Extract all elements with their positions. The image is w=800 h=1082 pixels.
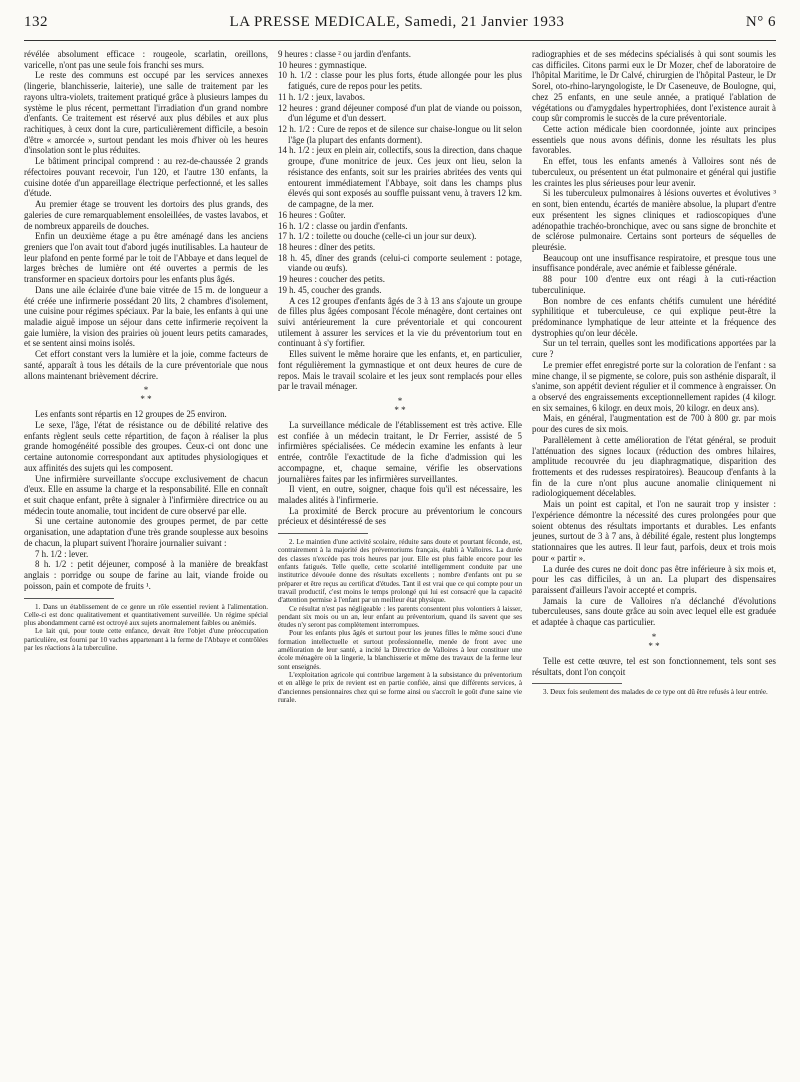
journal-title: LA PRESSE MEDICALE, Samedi, 21 Janvier 1933 bbox=[229, 14, 565, 30]
paragraph: Le reste des communs est occupé par les services annexes (lingerie, blanchisserie, laiterie), une salle de traitement par les rayons ultra-violets, traitement pratiqué grâce à plusieurs lampes du système le plus récent, permettant l'irradiation d'un grand nombre d'enfants. Ce traitement est réservé aux plus débiles et aux plus rachitiques, à ceux dont la cure, particulièrement difficile, a besoin d'être « amorcée », surtout pendant les mois d'hiver où les heures d'insolation sont le plus réduites. bbox=[24, 70, 268, 156]
footnote: Le lait qui, pour toute cette enfance, devait être l'objet d'une préoccupation particulière, est fourni par 10 vaches appartenant à la ferme de l'Abbaye et contrôlées par les réactions à la tuberculine. bbox=[24, 627, 268, 652]
section-divider: * * * bbox=[394, 396, 406, 415]
paragraph: Jamais la cure de Valloires n'a déclanché d'évolutions tuberculeuses, sans doute grâce au soin avec lequel elle est graduée et adaptée à chaque cas particulier. bbox=[532, 595, 776, 628]
footnote: L'exploitation agricole qui contribue largement à la subsistance du préventorium et en allège le prix de revient est en partie confiée, ainsi que différents services, à d'anciennes pensionnaires chez qui se forme ainsi ou s'accroît le goût d'une saine vie rurale. bbox=[278, 670, 522, 704]
schedule-item: 18 h. 45, dîner des grands (celui-ci comporte seulement : potage, viande ou œufs). bbox=[278, 252, 522, 274]
paragraph: révélée absolument efficace : rougeole, scarlatin, oreillons, varicelle, n'ont pas une seule fois franchi ses murs. bbox=[24, 49, 268, 70]
paragraph: La proximité de Berck procure au préventorium le concours précieux et désintéressé de ses bbox=[278, 505, 522, 527]
schedule-item: 16 h. 1/2 : classe ou jardin d'enfants. bbox=[278, 220, 408, 231]
footnotes bbox=[532, 688, 776, 696]
col3-body-2 bbox=[532, 656, 776, 677]
paragraph: Parallèlement à cette amélioration de l'état général, se produit l'atténuation des signes locaux (réduction des ombres hilaires, amplitude recouvrée du jeu diaphragmatique, disparition des frottements et des rudesses respiratoires). Beaucoup d'enfants à la fin de la cure n'ont plus aucune anomalie cliniquement ni radiologiquement décelables. bbox=[532, 434, 776, 499]
paragraph: 8 h. 1/2 : petit déjeuner, composé à la manière de breakfast anglais : porridge ou soupe de farine au lait, viande froide ou poisson, pain et compote de fruits ¹. bbox=[24, 559, 268, 591]
footnote: 3. Deux fois seulement des malades de ce type ont dû être refusés à leur entrée. bbox=[543, 688, 768, 697]
col2-body-2 bbox=[278, 420, 522, 527]
paragraph: Il vient, en outre, soigner, chaque fois qu'il est nécessaire, les malades alités à l'infirmerie. bbox=[278, 484, 522, 506]
paragraph: En effet, tous les enfants amenés à Valloires sont nés de tuberculeux, ou présentent un état pulmonaire et général qui justifie les craintes les plus sérieuses pour leur avenir. bbox=[532, 156, 776, 188]
paragraph: Dans une aile éclairée d'une baie vitrée de 15 m. de longueur a été créée une infirmerie possédant 20 lits, 2 chambres d'isolement, une cuisine pour régimes spéciaux. Par la baie, les enfants à qui une maladie aiguë impose un séjour dans cette infirmerie reçoivent la gaie lumière, la vision des prairies où jouent leurs petits camarades, et se sentent ainsi moins isolés. bbox=[24, 284, 268, 349]
paragraph: Au premier étage se trouvent les dortoirs des plus grands, des galeries de cure remarquablement ensoleillées, de vastes lavabos, et de nombreux appareils de douches. bbox=[24, 199, 268, 231]
footnote: Pour les enfants plus âgés et surtout pour les jeunes filles le même souci d'une formation intellectuelle et surtout professionnelle, menée de front avec une amélioration de leur santé, a incité la Directrice de Valloires à leur constituer une école ménagère où la lingerie, la blanchisserie et même des travaux de la ferme leur sont enseignés. bbox=[278, 629, 522, 671]
schedule-item: 19 heures : coucher des petits. bbox=[278, 274, 385, 285]
issue-number: N° 6 bbox=[745, 14, 776, 30]
paragraph: Cet effort constant vers la lumière et la joie, comme facteurs de santé, apparaît à tous les détails de la cure préventoriale que nous allons maintenant brièvement décrire. bbox=[24, 349, 268, 381]
paragraph: La durée des cures ne doit donc pas être inférieure à six mois et, pour les cas difficiles, à un an. La plupart des dispensaires paraissent d'ailleurs l'avoir accepté et compris. bbox=[532, 563, 776, 595]
schedule-item: 10 h. 1/2 : classe pour les plus forts, étude allongée pour les plus fatigués, cure de repos pour les petits. bbox=[278, 70, 522, 92]
page-header bbox=[24, 14, 776, 41]
page-number: 132 bbox=[24, 14, 48, 30]
schedule-item: 12 h. 1/2 : Cure de repos et de silence sur chaise-longue ou lit selon l'âge (la plupart des enfants dorment). bbox=[278, 124, 522, 145]
paragraph: 7 h. 1/2 : lever. bbox=[35, 548, 89, 559]
schedule-item: 19 h. 45, coucher des grands. bbox=[278, 284, 382, 295]
paragraph: Telle est cette œuvre, tel est son fonctionnement, tels sont ses résultats, dont l'on conçoit bbox=[532, 655, 776, 677]
schedule-item: 18 heures : dîner des petits. bbox=[278, 241, 376, 252]
footnote: 2. Le maintien d'une activité scolaire, réduite sans doute et pourtant féconde, est, contrairement à la majorité des préventoriums français, établi à Valloires. La durée des classes n'excède pas trois heures par jour. Elle est plus faible encore pour les enfants fatigués. Telle quelle, cette scolarité intelligemment conduite par une institutrice dévouée donne des résultats excellents ; nombre d'enfants ont pu se préparer et être reçus au certificat d'études. Tant il est vrai que ce qui compte pour un travail productif, c'est moins le temps prolongé qui lui est consacré que la capacité d'attention permise à l'enfant par un meilleur état physique. bbox=[278, 538, 522, 605]
schedule-item: 9 heures : classe ² ou jardin d'enfants. bbox=[278, 49, 411, 59]
daily-schedule bbox=[278, 49, 522, 296]
schedule-item: 11 h. 1/2 : jeux, lavabos. bbox=[278, 91, 365, 102]
footnotes bbox=[278, 538, 522, 704]
footnote: 1. Dans un établissement de ce genre un rôle essentiel revient à l'alimentation. Celle-ci est donc qualitativement et quantitativement surveillée. Un régime spécial plus abondamment carné est octroyé aux sujets anormalement faibles ou anémiés. bbox=[24, 602, 268, 628]
schedule-item: 14 h. 1/2 : jeux en plein air, collectifs, sous la direction, dans chaque groupe, d'une monitrice de jeux. Ces jeux ont lieu, selon la résistance des enfants, soit sur les prairies abritées des vents qui entourent immédiatement l'Abbaye, soit dans les champs plus élevés qui sont exposés au souffle puissant venu, à travers 12 km. de campagne, de la mer. bbox=[278, 145, 522, 210]
schedule-item: 10 heures : gymnastique. bbox=[278, 59, 367, 70]
paragraph: Elles suivent le même horaire que les enfants, et, en particulier, font régulièrement la gymnastique et ont deux heures de cure de repos. Mais le travail scolaire et les jeux sont remplacés pour elles par le travail ménager. bbox=[278, 349, 522, 392]
paragraph: Cette action médicale bien coordonnée, jointe aux principes essentiels que nous avons définis, donne les résultats les plus favorables. bbox=[532, 124, 776, 156]
paragraph: Le sexe, l'âge, l'état de résistance ou de débilité relative des enfants règlent seuls cette répartition, de façon à réaliser la plus grande homogénéité possible des groupes. Ceux-ci ont donc une certaine autonomie correspondant aux aptitudes physiologiques et aux affinités des sujets qui les composent. bbox=[24, 420, 268, 473]
col3-body bbox=[532, 49, 776, 628]
schedule-item: 16 heures : Goûter. bbox=[278, 209, 346, 220]
footnote-rule bbox=[532, 683, 622, 684]
section-divider: * * * bbox=[140, 385, 152, 405]
paragraph: A ces 12 groupes d'enfants âgés de 3 à 13 ans s'ajoute un groupe de filles plus âgées composant l'école ménagère, dont certaines ont suivi antérieurement la cure préventoriale et qui concourent utilement à assurer les services et la vie du préventorium tout en continuant à s'y fortifier. bbox=[278, 295, 522, 349]
schedule-item: 12 heures : grand déjeuner composé d'un plat de viande ou poisson, d'un légume et d'un dessert. bbox=[278, 102, 522, 124]
col1-body bbox=[24, 49, 268, 381]
paragraph: Enfin un deuxième étage a pu être aménagé dans les anciens greniers que l'on avait tout d'abord jugés inutilisables. La hauteur de leur plafond en pente formé par le toit de l'Abbaye et dans lequel de larges brèches de lumière ont été ouvertes a permis de les transformer en spacieux dortoirs pour les enfants plus âgés. bbox=[24, 231, 268, 285]
paragraph: Le premier effet enregistré porte sur la coloration de l'enfant : sa mine change, il se pigmente, se colore, puis son asthénie disparaît, il s'anime, son appétit devient régulier et il commence à engraisser. On a observé des engraissements exceptionnellement rapides (4 kilogr. en six semaines, 6 kilogr. en deux mois, 20 kilogr. en deux ans). bbox=[532, 359, 776, 413]
paragraph: Si une certaine autonomie des groupes permet, de par cette organisation, une adaptation d'une très grande souplesse aux besoins de chacun, la plupart suivent l'horaire journalier suivant : bbox=[24, 516, 268, 548]
paragraph: Beaucoup ont une insuffisance respiratoire, et presque tous une insuffisance pondérale, avec anémie et faiblesse générale. bbox=[532, 252, 776, 274]
footnote: Ce résultat n'est pas négligeable : les parents consentent plus volontiers à laisser, pendant six mois ou un an, leur enfant au préventorium, quand ils savent que ses études n'y seront pas complètement interrompues. bbox=[278, 604, 522, 630]
col1-body-2 bbox=[24, 409, 268, 591]
paragraph: Une infirmière surveillante s'occupe exclusivement de chacun d'eux. Elle en assume la charge et la responsabilité. Elle en connaît et suit chaque enfant, prête à signaler à l'infirmière directrice ou au médecin toute anomalie, tout incident de cure observé par elle. bbox=[24, 473, 268, 516]
column-3 bbox=[532, 49, 776, 704]
paragraph: radiographies et de ses médecins spécialisés à qui sont soumis les cas difficiles. Citons parmi eux le Dr Mozer, chef de laboratoire de l'hôpital Maritime, le Dr Calvé, chirurgien de l'hôpital Pasteur, le Dr Sorel, oto-rhino-laryngologiste, le Dr Caseneuve, de Boulogne, qui, chez 25 enfants, en une seule année, a pratiqué l'ablation de végétations ou d'amygdales hypertrophiées, dont l'existence aurait à coup sûr compromis le succès de la cure préventoriale. bbox=[532, 49, 776, 124]
paragraph: Les enfants sont répartis en 12 groupes de 25 environ. bbox=[35, 409, 227, 420]
column-2 bbox=[278, 49, 522, 704]
paragraph: Bon nombre de ces enfants chétifs cumulent une hérédité syphilitique et tuberculeuse, ce qui explique peut-être la prédominance lymphatique de leur atteinte et la fréquence des dystrophies qu'on leur décèle. bbox=[532, 295, 776, 338]
column-1 bbox=[24, 49, 268, 704]
footnote-rule bbox=[278, 533, 368, 534]
paragraph: Sur un tel terrain, quelles sont les modifications apportées par la cure ? bbox=[532, 338, 776, 360]
paragraph: Mais, en général, l'augmentation est de 700 à 800 gr. par mois pour des cures de six mois. bbox=[532, 413, 776, 435]
section-divider: * * * bbox=[648, 631, 660, 651]
footnote-rule bbox=[24, 598, 114, 599]
footnotes bbox=[24, 603, 268, 653]
paragraph: Le bâtiment principal comprend : au rez-de-chaussée 2 grands réfectoires pouvant recevoir, l'un 120, et l'autre 130 enfants, la cuisine dotée d'un appareillage électrique perfectionné, et les salles d'étude. bbox=[24, 156, 268, 199]
paragraph: Si les tuberculeux pulmonaires à lésions ouvertes et évolutives ³ en sont, bien entendu, écartés de manière absolue, la plupart d'entre eux présentent les signes cliniques et radioscopiques d'une adénopathie trachéo-bronchique, avec ou sans signe de bronchite et de sclérose pulmonaire. Certains sont porteurs de séquelles de pleurésie. bbox=[532, 188, 776, 252]
paragraph: 88 pour 100 d'entre eux ont réagi à la cuti-réaction tuberculinique. bbox=[532, 274, 776, 295]
paragraph: Mais un point est capital, et l'on ne saurait trop y insister : l'expérience démontre la nécessité des cures prolongées pour que soient obtenus des résultats importants et durables. Les enfants jeunes, surtout de 3 à 7 ans, à débilité égale, restent plus longtemps stationnaires que les autres. Il leur faut, parfois, deux et trois mois pour « partir ». bbox=[532, 499, 776, 563]
col2-body bbox=[278, 296, 522, 392]
paragraph: La surveillance médicale de l'établissement est très active. Elle est confiée à un médecin traitant, le Dr Ferrier, assisté de 5 infirmières spécialisées. Ce médecin examine les enfants à leur entrée, contrôle l'exactitude de la fiche d'admission qui les accompagne, et, chaque semaine, vérifie les observations journalières faites par les infirmières surveillantes. bbox=[278, 420, 522, 484]
schedule-item: 17 h. 1/2 : toilette ou douche (celle-ci un jour sur deux). bbox=[278, 231, 477, 242]
